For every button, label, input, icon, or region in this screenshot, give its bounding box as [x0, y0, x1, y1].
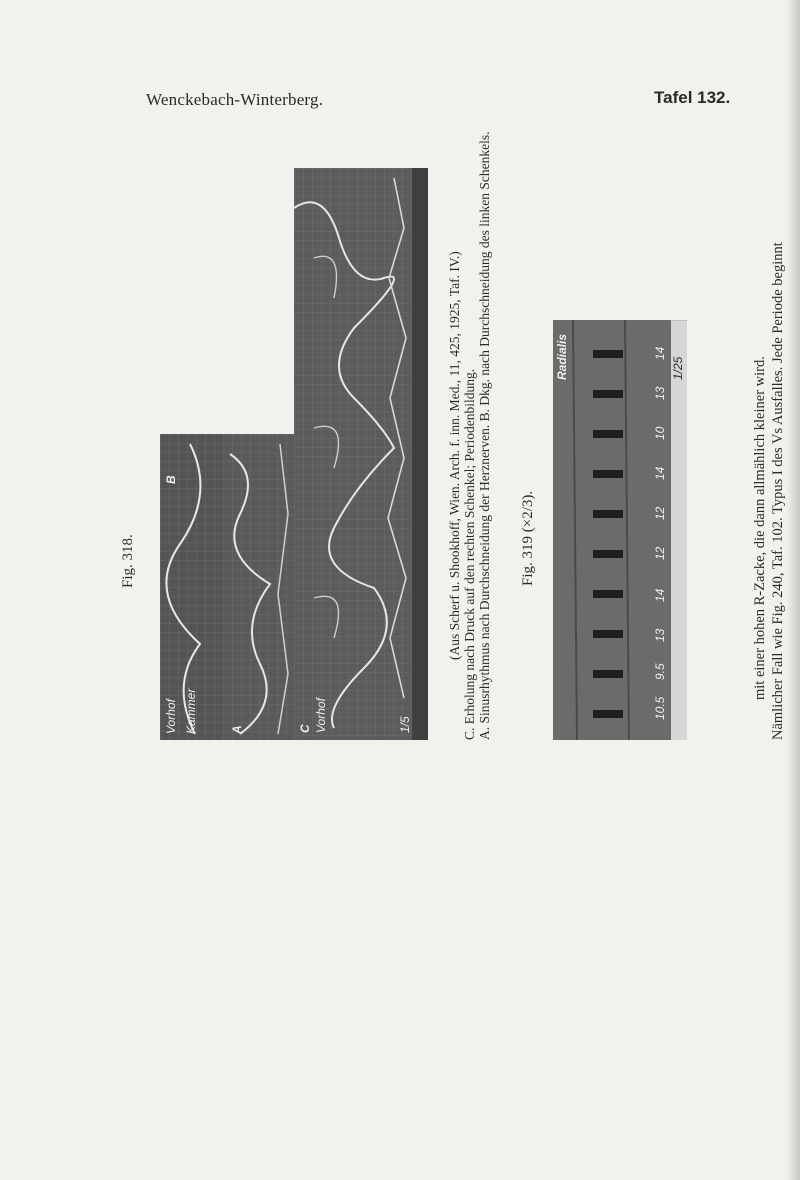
inset-label-radialis: Radialis	[555, 333, 569, 380]
running-header-authors: Wenckebach-Winterberg.	[146, 90, 324, 109]
inset-label-fraction-319: 1/25	[671, 356, 685, 380]
figure-318-label: Fig. 318.	[120, 534, 136, 588]
interval-number: 14	[653, 588, 667, 602]
interval-number: 9.5	[653, 663, 667, 680]
figure-319-tracing	[553, 320, 687, 740]
page-edge-shadow	[786, 0, 800, 1180]
figure-318-tracing-b	[160, 434, 224, 740]
figure-319-caption-line-2: mit einer hohen R-Zacke, die dann allmählich kleiner wird.	[752, 356, 768, 700]
interval-number: 13	[653, 628, 667, 642]
inset-label-vorhof-c: Vorhof	[314, 698, 328, 733]
inset-label-kammer: Kammer	[184, 688, 198, 734]
interval-number: 14	[653, 346, 667, 360]
figure-318-caption-line-3: (Aus Scherf u. Shookhoff, Wien. Arch. f. inn. Med., 11, 425, 1925, Taf. IV.)	[447, 251, 462, 660]
inset-label-fraction: 1/5	[398, 716, 412, 733]
figure-319-caption-line-1: Nämlicher Fall wie Fig. 240, Taf. 102. Typus I des Vs Ausfalles. Jede Periode beginnt	[770, 242, 786, 740]
figure-319-label: Fig. 319 (×2/3).	[520, 490, 536, 586]
figure-318-caption-line-2: C. Erholung nach Druck auf den rechten Schenkel; Periodenbildung.	[462, 368, 477, 740]
interval-number: 10	[653, 426, 667, 440]
interval-number: 12	[653, 506, 667, 520]
interval-number: 13	[653, 386, 667, 400]
interval-number: 12	[653, 546, 667, 560]
inset-label-c: C	[298, 724, 312, 733]
figure-318-tracing-c	[294, 168, 428, 740]
inset-label-a: A	[230, 725, 244, 734]
interval-number: 14	[653, 466, 667, 480]
inset-label-b: B	[164, 475, 178, 484]
interval-number: 10.5	[653, 696, 667, 720]
figure-318-caption-line-1: A. Sinusrhythmus nach Durchschneidung der Herznerven. B. Dkg. nach Durchschneidung des linken Schenkels.	[477, 131, 492, 740]
inset-label-vorhof-a: Vorhof	[164, 699, 178, 734]
plate-number: Tafel 132.	[654, 88, 731, 107]
